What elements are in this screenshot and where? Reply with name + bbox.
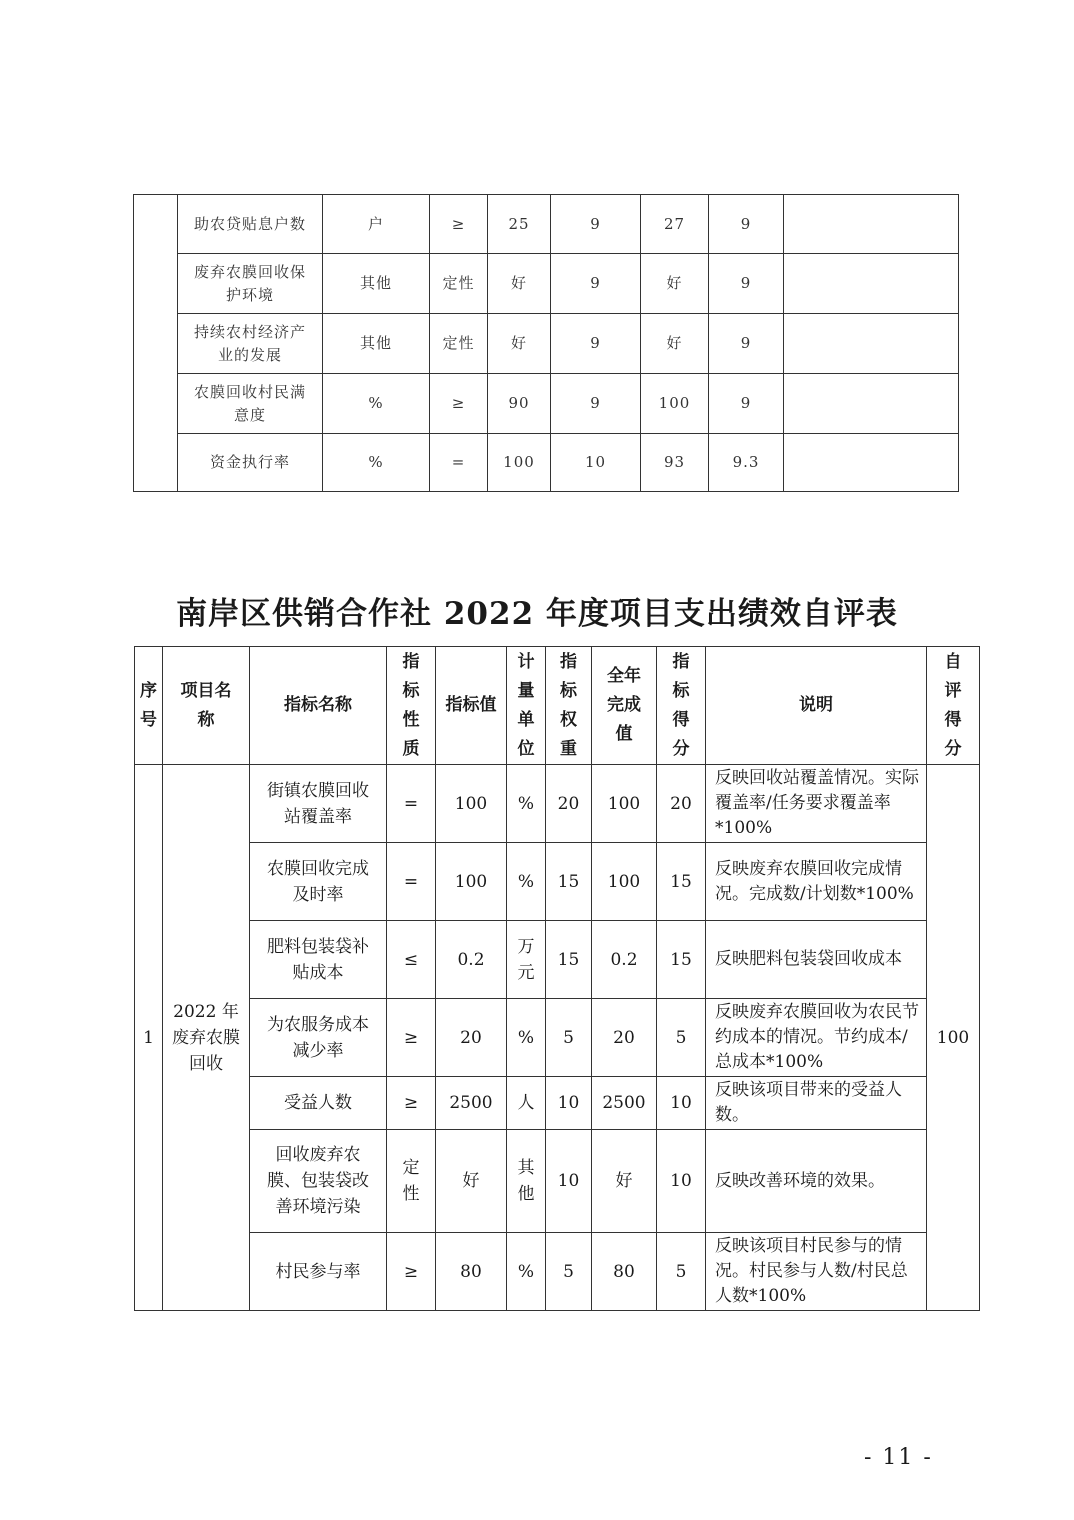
completed-cell: 2500 — [592, 1077, 657, 1130]
header-self-score: 自评得分 — [927, 647, 980, 765]
indicator-name: 助农贷贴息户数 — [178, 195, 323, 254]
unit-cell: 户 — [323, 195, 430, 254]
table-row — [135, 1130, 980, 1233]
operator-cell: = — [430, 434, 488, 492]
operator-cell: 定性 — [430, 254, 488, 314]
indicator-name: 持续农村经济产业的发展 — [178, 314, 323, 374]
value-cell: 80 — [436, 1233, 507, 1311]
value-cell: 100 — [436, 765, 507, 843]
score-cell: 5 — [657, 1233, 706, 1311]
page-number: - 11 - — [864, 1445, 933, 1470]
weight-cell: 10 — [546, 1130, 592, 1233]
note-cell — [784, 195, 959, 254]
note-cell — [784, 374, 959, 434]
description-cell: 反映改善环境的效果。 — [706, 1130, 927, 1233]
unit-cell: 其他 — [323, 254, 430, 314]
nature-cell: ≥ — [387, 1233, 436, 1311]
header-value: 指标值 — [436, 647, 507, 765]
table-row — [134, 195, 959, 254]
empty-category-cell — [134, 195, 178, 492]
table-row — [134, 434, 959, 492]
actual-cell: 好 — [641, 254, 709, 314]
weight-cell: 5 — [546, 999, 592, 1077]
completed-cell: 好 — [592, 1130, 657, 1233]
unit-cell: 万元 — [507, 921, 546, 999]
nature-cell: 定性 — [387, 1130, 436, 1233]
unit-cell: % — [507, 843, 546, 921]
header-project: 项目名称 — [163, 647, 250, 765]
indicator-name: 废弃农膜回收保护环境 — [178, 254, 323, 314]
indicator-name: 肥料包装袋补贴成本 — [250, 921, 387, 999]
weight-cell: 15 — [546, 921, 592, 999]
note-cell — [784, 434, 959, 492]
nature-cell: = — [387, 765, 436, 843]
unit-cell: % — [507, 999, 546, 1077]
description-cell: 反映该项目村民参与的情况。村民参与人数/村民总人数*100% — [706, 1233, 927, 1311]
weight-cell: 9 — [551, 195, 641, 254]
unit-cell: 其他 — [507, 1130, 546, 1233]
indicator-name: 农膜回收村民满意度 — [178, 374, 323, 434]
table-row — [135, 921, 980, 999]
completed-cell: 100 — [592, 765, 657, 843]
document-title: 南岸区供销合作社 2022 年度项目支出绩效自评表 — [176, 596, 898, 632]
weight-cell: 10 — [546, 1077, 592, 1130]
operator-cell: 定性 — [430, 314, 488, 374]
weight-cell: 10 — [551, 434, 641, 492]
header-seq: 序号 — [135, 647, 163, 765]
header-completed: 全年完成值 — [592, 647, 657, 765]
score-cell: 15 — [657, 921, 706, 999]
value-cell: 2500 — [436, 1077, 507, 1130]
score-cell: 5 — [657, 999, 706, 1077]
score-cell: 9 — [709, 195, 784, 254]
nature-cell: ≥ — [387, 999, 436, 1077]
continued-indicator-table — [133, 194, 959, 492]
header-weight: 指标权重 — [546, 647, 592, 765]
header-row — [135, 647, 980, 765]
actual-cell: 27 — [641, 195, 709, 254]
target-cell: 100 — [488, 434, 551, 492]
score-cell: 9 — [709, 314, 784, 374]
score-cell: 9 — [709, 254, 784, 314]
header-indicator-name: 指标名称 — [250, 647, 387, 765]
unit-cell: % — [323, 374, 430, 434]
description-cell: 反映回收站覆盖情况。实际覆盖率/任务要求覆盖率*100% — [706, 765, 927, 843]
indicator-name: 资金执行率 — [178, 434, 323, 492]
score-cell: 20 — [657, 765, 706, 843]
target-cell: 好 — [488, 314, 551, 374]
score-cell: 10 — [657, 1077, 706, 1130]
indicator-name: 受益人数 — [250, 1077, 387, 1130]
nature-cell: ≤ — [387, 921, 436, 999]
table-row — [135, 765, 980, 843]
score-cell: 15 — [657, 843, 706, 921]
header-nature: 指标性质 — [387, 647, 436, 765]
weight-cell: 9 — [551, 254, 641, 314]
description-cell: 反映废弃农膜回收完成情况。完成数/计划数*100% — [706, 843, 927, 921]
indicator-name: 回收废弃农膜、包装袋改善环境污染 — [250, 1130, 387, 1233]
table-row — [134, 374, 959, 434]
description-cell: 反映该项目带来的受益人数。 — [706, 1077, 927, 1130]
completed-cell: 0.2 — [592, 921, 657, 999]
target-cell: 25 — [488, 195, 551, 254]
seq-cell: 1 — [135, 765, 163, 1311]
table-row — [135, 1077, 980, 1130]
indicator-name: 农膜回收完成及时率 — [250, 843, 387, 921]
indicator-name: 村民参与率 — [250, 1233, 387, 1311]
weight-cell: 15 — [546, 843, 592, 921]
nature-cell: ≥ — [387, 1077, 436, 1130]
self-score-cell: 100 — [927, 765, 980, 1311]
indicator-name: 为农服务成本减少率 — [250, 999, 387, 1077]
table-row — [134, 254, 959, 314]
operator-cell: ≥ — [430, 195, 488, 254]
value-cell: 好 — [436, 1130, 507, 1233]
description-cell: 反映废弃农膜回收为农民节约成本的情况。节约成本/总成本*100% — [706, 999, 927, 1077]
table-row — [135, 843, 980, 921]
table-row — [135, 999, 980, 1077]
score-cell: 9.3 — [709, 434, 784, 492]
value-cell: 0.2 — [436, 921, 507, 999]
table-row — [134, 314, 959, 374]
completed-cell: 100 — [592, 843, 657, 921]
project-cell: 2022 年废弃农膜回收 — [163, 765, 250, 1311]
completed-cell: 20 — [592, 999, 657, 1077]
header-score: 指标得分 — [657, 647, 706, 765]
unit-cell: 其他 — [323, 314, 430, 374]
weight-cell: 9 — [551, 314, 641, 374]
header-description: 说明 — [706, 647, 927, 765]
target-cell: 90 — [488, 374, 551, 434]
score-cell: 10 — [657, 1130, 706, 1233]
value-cell: 100 — [436, 843, 507, 921]
weight-cell: 5 — [546, 1233, 592, 1311]
note-cell — [784, 254, 959, 314]
operator-cell: ≥ — [430, 374, 488, 434]
unit-cell: % — [507, 765, 546, 843]
performance-evaluation-table — [134, 646, 980, 1311]
nature-cell: = — [387, 843, 436, 921]
weight-cell: 20 — [546, 765, 592, 843]
indicator-name: 街镇农膜回收站覆盖率 — [250, 765, 387, 843]
unit-cell: % — [507, 1233, 546, 1311]
score-cell: 9 — [709, 374, 784, 434]
description-cell: 反映肥料包装袋回收成本 — [706, 921, 927, 999]
actual-cell: 100 — [641, 374, 709, 434]
header-unit: 计量单位 — [507, 647, 546, 765]
unit-cell: % — [323, 434, 430, 492]
actual-cell: 93 — [641, 434, 709, 492]
completed-cell: 80 — [592, 1233, 657, 1311]
value-cell: 20 — [436, 999, 507, 1077]
weight-cell: 9 — [551, 374, 641, 434]
note-cell — [784, 314, 959, 374]
table-row — [135, 1233, 980, 1311]
unit-cell: 人 — [507, 1077, 546, 1130]
actual-cell: 好 — [641, 314, 709, 374]
target-cell: 好 — [488, 254, 551, 314]
